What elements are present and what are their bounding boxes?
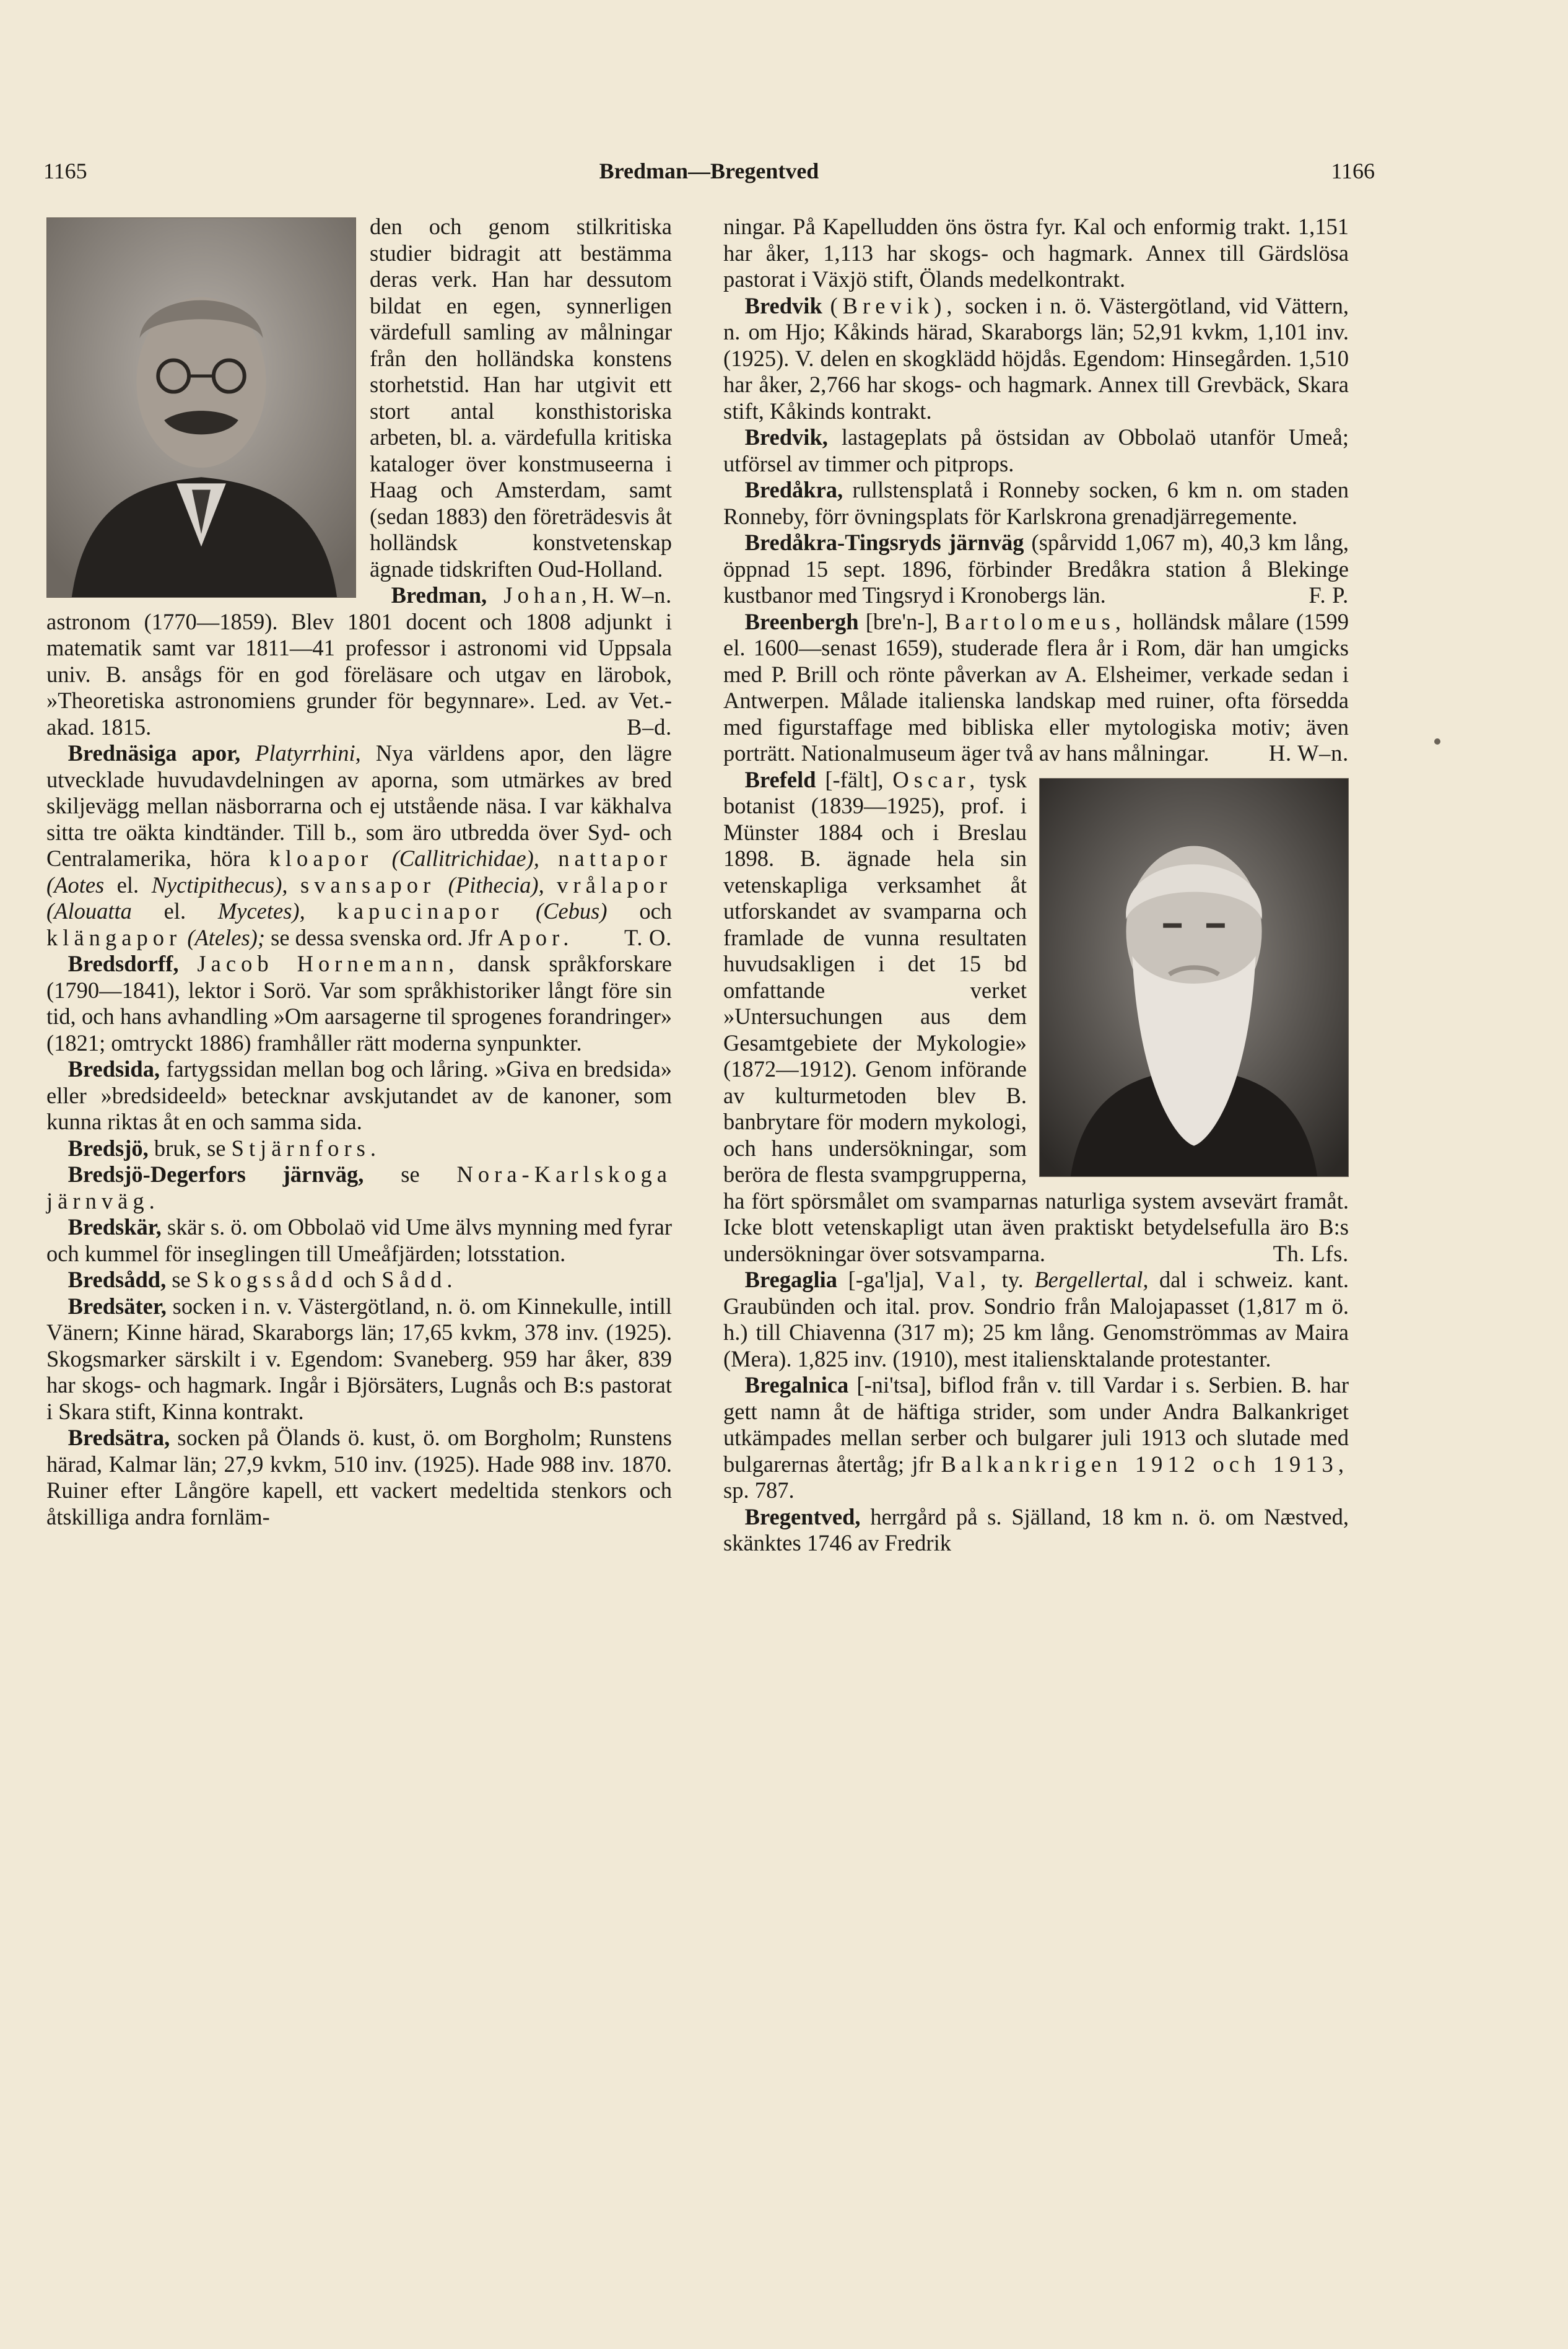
entry-brefeld: Brefeld [-fält], Oscar, tysk botanist (1839—1925), prof. i Münster 1884 och i Breslau 1898. B. ägnade hela sin vetenskapliga verksamhet åt utforskandet av svamparna och framlade de vunna resultaten huvudsakligen i det 15 bd omfattande verket »Untersuchungen aus dem Gesamtgebiete der Mykologie» (1872—1912). Genom införande av kulturmetoden blev B. banbrytare för modern mykologi, och hans undersökningar, som beröra de flesta svampgrupperna, ha fört spörsmålet om svamparnas naturliga system avsevärt framåt. Icke blott vetenskapligt utan även praktiskt betydelsefulla äro B:s undersökningar över sotsvamparna. Th. Lfs. bbox=[723, 766, 1349, 1266]
entry-bredsatra: Bredsätra, socken på Ölands ö. kust, ö. om Borgholm; Runstens härad, Kalmar län; 27,9 kvkm, 510 inv. (1925). Hade 988 inv. 1870. Ruiner efter Långöre kapell, ett vackert medeltida stenkors och åtskilliga andra fornläm- bbox=[46, 1425, 672, 1529]
entry-bregaglia: Bregaglia [-ga'lja], Val, ty. Bergellertal, dal i schweiz. kant. Graubünden och ital. prov. Sondrio från Malojapasset (1,817 m ö. h.) till Chiavenna (317 m); 25 km lång. Genomströmmas av Maira (Mera). 1,825 inv. (1910), mest italiensktalande protestanter. bbox=[723, 1267, 1349, 1371]
running-header bbox=[43, 158, 1375, 195]
margin-mark bbox=[1434, 738, 1440, 745]
portrait-photo-bredius bbox=[46, 217, 356, 598]
entry-bredvik-socken: Bredvik (Brevik), socken i n. ö. Västergötland, vid Vättern, n. om Hjo; Kåkinds härad, Skaraborgs län; 52,91 kvkm, 1,101 inv. (1925). V. delen en skogklädd höjdås. Egendom: Hinsegården. 1,510 har åker, 2,766 har skogs- och hagmark. Annex till Grevbäck, Skara stift, Kåkinds kontrakt. bbox=[723, 292, 1349, 424]
entry-bredsjo: Bredsjö, bruk, se Stjärnfors. bbox=[68, 1135, 381, 1161]
entry-bredsjo-degerfors: Bredsjö-Degerfors järnväg, se Nora-Karlskoga järnväg. bbox=[46, 1161, 673, 1214]
entry-bredakra-tingsryd: Bredåkra-Tingsryds järnväg (spårvidd 1,067 m), 40,3 km lång, öppnad 15 sept. 1896, förbinder Bredåkra station å Blekinge kustbanor med Tingsryd i Kronobergs län. F. P. bbox=[723, 530, 1349, 608]
entry-bredakra: Bredåkra, rullstensplatå i Ronneby socken, 6 km n. om staden Ronneby, förr övningsplats för Karlskrona grenadjärregemente. bbox=[723, 477, 1349, 529]
entry-bregentved: Bregentved, herrgård på s. Själland, 18 km n. ö. om Næstved, skänktes 1746 av Fredrik bbox=[723, 1503, 1349, 1555]
entry-bredius-continued: den och genom stilkritiska studier bidragit att bestämma deras verk. Han har dessutom bildat en egen, synnerligen värdefull samling av målningar från den holländska konstens storhetstid. Han har utgivit ett stort antal konsthistoriska arbeten, bl. a. värdefulla kritiska kataloger över konstmuseerna i Haag och Amsterdam, samt (sedan 1883) den företrädesvis åt holländsk konstvetenskap ägnade tidskriften Oud-Holland. H. W–n. bbox=[46, 214, 672, 582]
entry-bredsdorff: Bredsdorff, Jacob Hornemann, dansk språkforskare (1790—1841), lektor i Sorö. Var som språkhistoriker långt före sin tid, och hans avhandling »Om aarsagerne til sprogenes forandringer» (1821; omtryckt 1886) framhåller rätt moderna synpunkter. bbox=[46, 951, 672, 1056]
entry-bredvik-lastageplats: Bredvik, lastageplats på östsidan av Obbolaö utanför Umeå; utförsel av timmer och pitprops. bbox=[723, 424, 1349, 476]
entry-bredskar: Bredskär, skär s. ö. om Obbolaö vid Ume älvs mynning med fyrar och kummel för inseglingen till Umeåfjärden; lotsstation. bbox=[46, 1214, 673, 1266]
entry-bredsater: Bredsäter, socken i n. v. Västergötland, n. ö. om Kinnekulle, intill Vänern; Kinne härad, Skaraborgs län; 17,65 kvkm, 378 inv. (1925). Skogsmarker särskilt i v. Egendom: Svaneberg. 959 har åker, 839 har skogs- och hagmark. Ingår i Björsäters, Lugnås och B:s pastorat i Skara stift, Kinna kontrakt. bbox=[46, 1293, 673, 1424]
running-title: Bredman—Bregentved bbox=[599, 159, 819, 183]
entry-bredsadd: Bredsådd, se Skogssådd och Sådd. bbox=[68, 1267, 458, 1292]
portrait-photo-brefeld bbox=[1039, 778, 1349, 1177]
page-number-left: 1165 bbox=[43, 159, 87, 183]
right-column bbox=[723, 214, 1349, 1557]
entry-breenbergh: Breenbergh [bre'n-], Bartolomeus, holländsk målare (1599 el. 1600—senast 1659), studerade flera år i Rom, där han umgicks med P. Brill och rönte påverkan av A. Elsheimer, verkade sedan i Antwerpen. Målade italienska landskap med ruiner, ofta försedda med figurstaffage med bibliska eller mytologiska motiv; även porträtt. Nationalmuseum äger två av hans målningar. H. W–n. bbox=[723, 608, 1349, 766]
entry-bredsida: Bredsida, fartygssidan mellan bog och låring. »Giva en bredsida» eller »bredsideeld» betecknar avskjutandet av de kanoner, som kunna riktas åt en och samma sida. bbox=[46, 1056, 672, 1134]
left-column bbox=[46, 214, 672, 1530]
entry-bredman: Bredman, Johan, astronom (1770—1859). Blev 1801 docent och 1808 adjunkt i matematik samt var 1811—41 professor i astronomi vid Uppsala univ. B. ansågs för en god föreläsare och utgav en lärobok, »Theoretiska astronomiens grunder för begynnare». Led. av Vet.-akad. 1815. B–d. bbox=[46, 582, 672, 740]
entry-bredsatra-continued: ningar. På Kapelludden öns östra fyr. Kal och enformig trakt. 1,151 har åker, 1,113 har skogs- och hagmark. Annex till Gärdslösa pastorat i Växjö stift, Ölands medelkontrakt. bbox=[723, 214, 1349, 292]
entry-bregalnica: Bregalnica [-ni'tsa], biflod från v. till Vardar i s. Serbien. B. har gett namn åt de häftiga strider, som under Andra Balkankriget utkämpades mellan serber och bulgarer juli 1913 och slutade med bulgarernas återtåg; jfr Balkankrigen 1912 och 1913, sp. 787. bbox=[723, 1372, 1349, 1503]
entry-brednasiga-apor: Brednäsiga apor, Platyrrhini, Nya världens apor, den lägre utvecklade huvudavdelningen av aporna, som utmärkes av bred skiljevägg mellan näsborrarna och ej utstående näsa. I var käkhalva sitta tre oäkta kindtänder. Till b., som äro utbredda över Syd- och Centralamerika, höra kloapor (Callitrichidae), nattapor (Aotes el. Nyctipithecus), svansapor (Pithecia), vrålapor (Alouatta el. Mycetes), kapucinapor (Cebus) och klängapor (Ateles); se dessa svenska ord. Jfr Apor. T. O. bbox=[46, 740, 673, 950]
page-number-right: 1166 bbox=[1331, 159, 1375, 183]
